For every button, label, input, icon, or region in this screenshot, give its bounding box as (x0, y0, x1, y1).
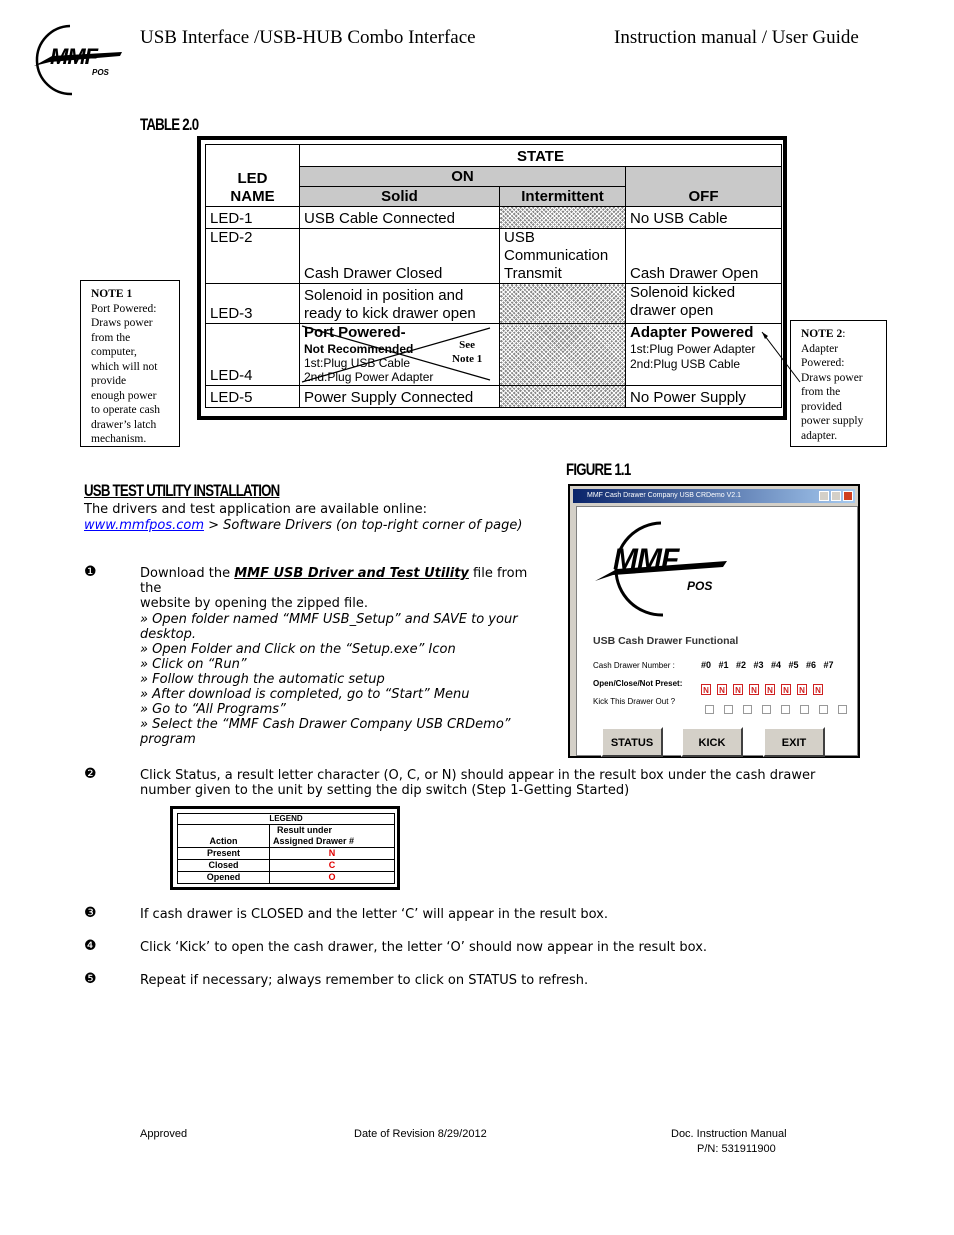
footer-pn: P/N: 531911900 (697, 1143, 776, 1155)
step5-bullet: ❺ (84, 971, 97, 987)
step2-text: Click Status, a result letter character (O, C, or N) should appear in the result box under the cash drawer number given to the unit by setting the dip switch (Step 1-Getting Started) (140, 768, 816, 798)
functional-label: USB Cash Drawer Functional (593, 635, 739, 647)
app-window (568, 484, 860, 758)
kick-checkbox[interactable] (724, 705, 733, 714)
step5-text: Repeat if necessary; always remember to click on STATUS to refresh. (140, 973, 589, 988)
led-name-header: LED NAME (206, 145, 300, 207)
table-row: LED-3 Solenoid in position and ready to kick drawer open Solenoid kicked drawer open (206, 284, 782, 324)
footer-revision: Date of Revision 8/29/2012 (354, 1128, 487, 1140)
off-header: OFF (626, 167, 782, 207)
state-header: STATE (300, 145, 782, 167)
result-box: N (701, 684, 711, 695)
step2-bullet: ❷ (84, 766, 97, 782)
table-row: LED-5 Power Supply Connected No Power Supply (206, 386, 782, 408)
header-title-left: USB Interface /USB-HUB Combo Interface (140, 27, 476, 48)
minimize-button[interactable] (819, 491, 829, 501)
footer-doc: Doc. Instruction Manual (671, 1128, 787, 1140)
kick-checkbox[interactable] (781, 705, 790, 714)
section-link-line: www.mmfpos.com > Software Drivers (on top-right corner of page) (84, 518, 523, 533)
on-header: ON (300, 167, 626, 187)
kick-checkbox[interactable] (705, 705, 714, 714)
led-table-frame (197, 136, 787, 420)
legend-frame (170, 806, 400, 890)
result-box: N (797, 684, 807, 695)
result-box: N (717, 684, 727, 695)
header-title-right: Instruction manual / User Guide (614, 27, 859, 48)
kick-label: Kick This Drawer Out ? (593, 697, 676, 706)
kick-checkbox[interactable] (819, 705, 828, 714)
app-logo-text: MMF (613, 543, 679, 576)
table-row: LED-4 Port Powered- Not Recommended 1st:Plug USB Cable 2nd:Plug Power Adapter See Note 1 Adapter Powered 1st:Plug Power Adapter 2nd:Plug USB Cable (206, 324, 782, 386)
result-box: N (813, 684, 823, 695)
step3-bullet: ❸ (84, 905, 97, 921)
kick-button[interactable]: KICK (681, 727, 743, 757)
status-button[interactable]: STATUS (601, 727, 663, 757)
note2-box: NOTE 2: Adapter Powered: Draws power from the provided power supply adapter. (790, 320, 887, 447)
result-box: N (749, 684, 759, 695)
drawer-number-label: Cash Drawer Number : (593, 661, 675, 670)
maximize-button[interactable] (831, 491, 841, 501)
app-logo-sub: POS (687, 579, 713, 593)
table-row: LED-1 USB Cable Connected No USB Cable (206, 207, 782, 229)
result-box: N (733, 684, 743, 695)
step4-bullet: ❹ (84, 938, 97, 954)
close-button[interactable] (843, 491, 853, 501)
result-box: N (765, 684, 775, 695)
table-heading: TABLE 2.0 (140, 115, 199, 134)
step1-substeps: » Open folder named “MMF USB_Setup” and SAVE to your desktop. » Open Folder and Click on the “Setup.exe” Icon » Click on “Run” » Follow through the automatic setup » After download is completed, go to “Start” Menu » Go to “All Programs” » Select the “MMF Cash Drawer Company USB CRDemo” program (140, 612, 518, 747)
kick-checkbox[interactable] (838, 705, 847, 714)
step1-bullet: ❶ (84, 564, 97, 580)
kick-checkbox[interactable] (800, 705, 809, 714)
table-row: Present N (178, 848, 395, 860)
status-label: Open/Close/Not Preset: (593, 679, 683, 688)
window-titlebar: MMF Cash Drawer Company USB CRDemo V2.1 (573, 489, 855, 503)
table-row: Closed C (178, 860, 395, 872)
result-box: N (781, 684, 791, 695)
driver-link[interactable]: MMF USB Driver and Test Utility (234, 566, 469, 581)
mmfpos-link[interactable]: www.mmfpos.com (84, 518, 204, 533)
header-logo-sub: POS (92, 68, 109, 77)
section-intro: The drivers and test application are available online: (84, 502, 427, 517)
table-row: LED-2 Cash Drawer Closed USB Communication Transmit Cash Drawer Open (206, 229, 782, 284)
table-row: Opened O (178, 872, 395, 884)
step4-text: Click ‘Kick’ to open the cash drawer, the letter ‘O’ should now appear in the result box. (140, 940, 708, 955)
step1-text: Download the MMF USB Driver and Test Utility file from the website by opening the zipped file. (140, 566, 528, 611)
kick-checkbox[interactable] (743, 705, 752, 714)
section-heading: USB TEST UTILITY INSTALLATION (84, 481, 280, 500)
note2-arrow (758, 328, 808, 388)
step3-text: If cash drawer is CLOSED and the letter ‘C’ will appear in the result box. (140, 907, 608, 922)
note1-box: NOTE 1 Port Powered: Draws power from the computer, which will not provide enough power to operate cash drawer’s latch mechanism. (80, 280, 180, 447)
legend-table: LEGEND Action Result under Assigned Drawer # Present N Closed C Opened O (177, 813, 395, 884)
led-table (205, 144, 782, 408)
led4-solid-cell: Port Powered- Not Recommended 1st:Plug USB Cable 2nd:Plug Power Adapter See Note 1 (300, 324, 500, 386)
result-boxes (701, 678, 829, 697)
intermittent-header: Intermittent (500, 187, 626, 207)
solid-header: Solid (300, 187, 500, 207)
drawer-numbers: #0 #1 #2 #3 #4 #5 #6 #7 (701, 660, 834, 670)
window-client (576, 506, 858, 756)
kick-checkbox[interactable] (762, 705, 771, 714)
kick-checkboxes (705, 699, 857, 718)
header-logo-text: MMF (50, 44, 98, 69)
exit-button[interactable]: EXIT (763, 727, 825, 757)
figure-heading: FIGURE 1.1 (566, 460, 631, 479)
footer-approved: Approved (140, 1128, 188, 1140)
